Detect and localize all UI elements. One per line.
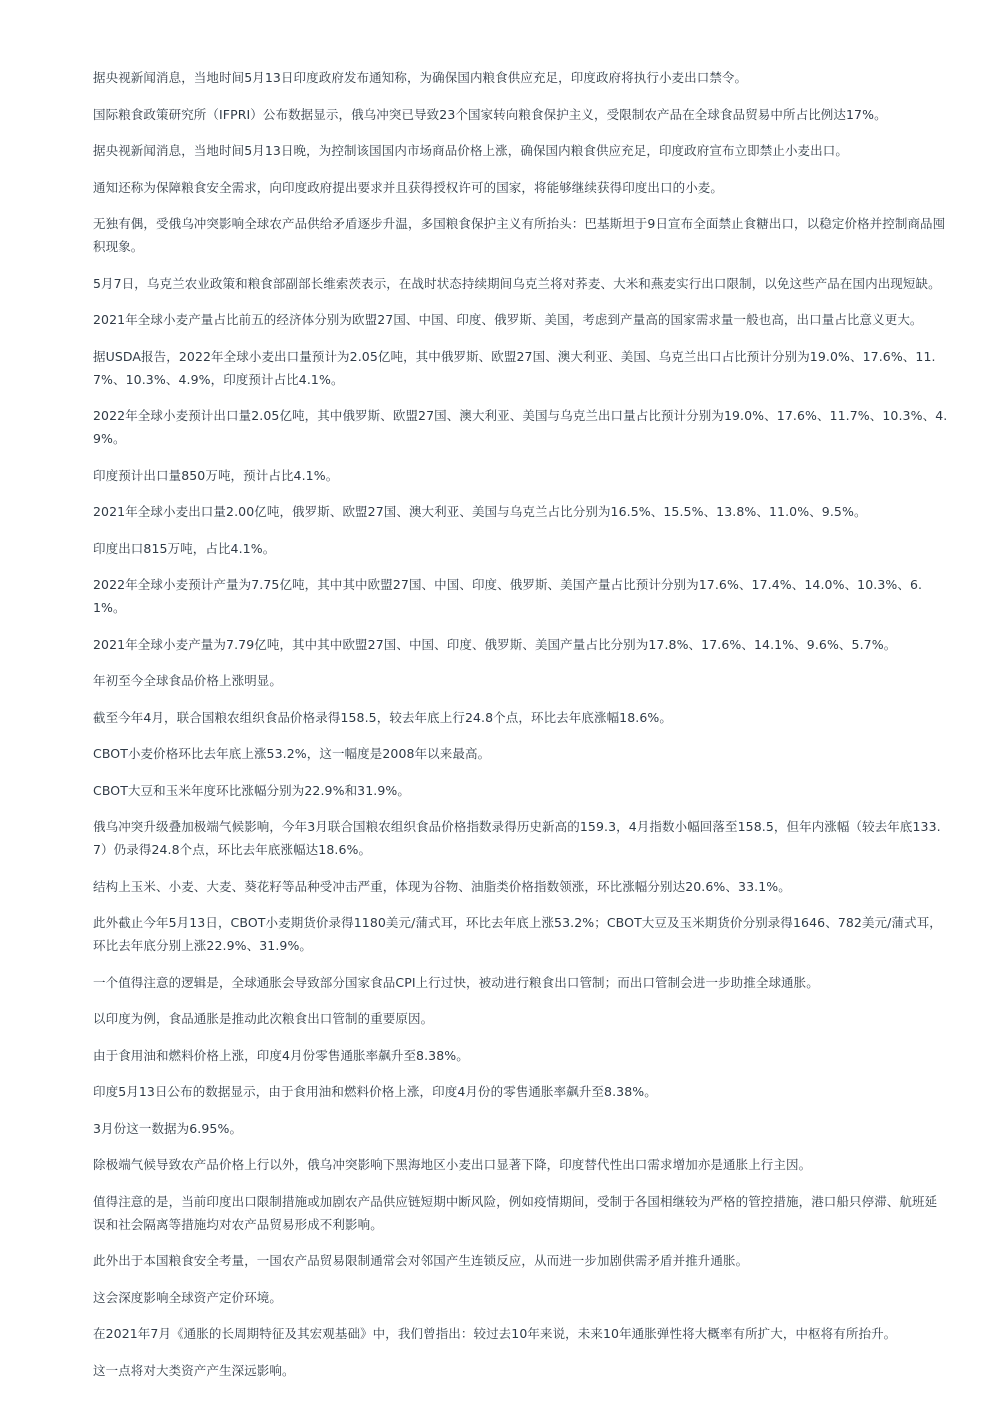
paragraph: CBOT大豆和玉米年度环比涨幅分别为22.9%和31.9%。 <box>93 782 410 798</box>
paragraph: 2022年全球小麦预计产量为7.75亿吨，其中其中欧盟27国、中国、印度、俄罗斯、美国产量占比预计分别为17.6%、17.4%、14.0%、10.3%、6.1%。 <box>93 577 923 615</box>
paragraph: 无独有偶，受俄乌冲突影响全球农产品供给矛盾逐步升温，多国粮食保护主义有所抬头：巴基斯坦于9日宣布全面禁止食糖出口，以稳定价格并控制商品囤积现象。 <box>93 216 946 254</box>
paragraph: 以印度为例，食品通胀是推动此次粮食出口管制的重要原因。 <box>93 1011 434 1026</box>
paragraph: 这一点将对大类资产产生深远影响。 <box>93 1362 295 1378</box>
paragraph: 一个值得注意的逻辑是，全球通胀会导致部分国家食品CPI上行过快，被动进行粮食出口管制；而出口管制会进一步助推全球通胀。 <box>93 974 819 990</box>
paragraph: 据央视新闻消息，当地时间5月13日晚，为控制该国国内市场商品价格上涨，确保国内粮食供应充足，印度政府宣布立即禁止小麦出口。 <box>93 143 848 158</box>
paragraph: CBOT小麦价格环比去年底上涨53.2%，这一幅度是2008年以来最高。 <box>93 746 491 761</box>
paragraph: 这会深度影响全球资产定价环境。 <box>93 1289 283 1305</box>
paragraph: 据USDA报告，2022年全球小麦出口量预计为2.05亿吨，其中俄罗斯、欧盟27国、澳大利亚、美国、乌克兰出口占比预计分别为19.0%、17.6%、11.7%、10.3%、4.9%，印度预计占比4.1%。 <box>93 348 936 387</box>
paragraph: 2021年全球小麦产量为7.79亿吨，其中其中欧盟27国、中国、印度、俄罗斯、美国产量占比分别为17.8%、17.6%、14.1%、9.6%、5.7%。 <box>93 636 897 652</box>
article-body <box>93 66 948 1395</box>
paragraph: 2021年全球小麦产量占比前五的经济体分别为欧盟27国、中国、印度、俄罗斯、美国，考虑到产量高的国家需求量一般也高，出口量占比意义更大。 <box>93 312 923 327</box>
paragraph: 2022年全球小麦预计出口量2.05亿吨，其中俄罗斯、欧盟27国、澳大利亚、美国与乌克兰出口量占比预计分别为19.0%、17.6%、11.7%、10.3%、4.9%。 <box>93 408 948 446</box>
paragraph: 国际粮食政策研究所（IFPRI）公布数据显示，俄乌冲突已导致23个国家转向粮食保护主义，受限制农产品在全球食品贸易中所占比例达17%。 <box>93 106 887 122</box>
paragraph: 2021年全球小麦出口量2.00亿吨，俄罗斯、欧盟27国、澳大利亚、美国与乌克兰占比分别为16.5%、15.5%、13.8%、11.0%、9.5%。 <box>93 504 867 519</box>
paragraph: 除极端气候导致农产品价格上行以外，俄乌冲突影响下黑海地区小麦出口显著下降，印度替代性出口需求增加亦是通胀上行主因。 <box>93 1157 812 1172</box>
paragraph: 年初至今全球食品价格上涨明显。 <box>93 673 283 688</box>
paragraph: 通知还称为保障粮食安全需求，向印度政府提出要求并且获得授权许可的国家，将能够继续获得印度出口的小麦。 <box>93 179 724 195</box>
paragraph: 据央视新闻消息，当地时间5月13日印度政府发布通知称，为确保国内粮食供应充足，印度政府将执行小麦出口禁令。 <box>93 70 748 85</box>
paragraph: 在2021年7月《通胀的长周期特征及其宏观基础》中，我们曾指出：较过去10年来说，未来10年通胀弹性将大概率有所扩大，中枢将有所抬升。 <box>93 1326 897 1341</box>
paragraph: 此外出于本国粮食安全考量，一国农产品贸易限制通常会对邻国产生连锁反应，从而进一步加剧供需矛盾并推升通胀。 <box>93 1253 749 1268</box>
paragraph: 俄乌冲突升级叠加极端气候影响，今年3月联合国粮农组织食品价格指数录得历史新高的159.3，4月指数小幅回落至158.5，但年内涨幅（较去年底133.7）仍录得24.8个点，环比去年底涨幅达18.6%。 <box>93 819 941 857</box>
paragraph: 印度出口815万吨，占比4.1%。 <box>93 540 276 556</box>
paragraph: 截至今年4月，联合国粮农组织食品价格录得158.5，较去年底上行24.8个点，环比去年底涨幅18.6%。 <box>93 709 672 725</box>
paragraph: 5月7日，乌克兰农业政策和粮食部副部长维索茨表示，在战时状态持续期间乌克兰将对荞麦、大米和燕麦实行出口限制，以免这些产品在国内出现短缺。 <box>93 275 941 291</box>
paragraph: 3月份这一数据为6.95%。 <box>93 1120 243 1136</box>
paragraph: 印度5月13日公布的数据显示，由于食用油和燃料价格上涨，印度4月份的零售通胀率飙升至8.38%。 <box>93 1084 657 1099</box>
paragraph: 印度预计出口量850万吨，预计占比4.1%。 <box>93 467 339 483</box>
paragraph: 由于食用油和燃料价格上涨，印度4月份零售通胀率飙升至8.38%。 <box>93 1047 469 1063</box>
paragraph: 结构上玉米、小麦、大麦、葵花籽等品种受冲击严重，体现为谷物、油脂类价格指数领涨，环比涨幅分别达20.6%、33.1%。 <box>93 878 791 894</box>
paragraph: 此外截止今年5月13日，CBOT小麦期货价录得1180美元/蒲式耳，环比去年底上涨53.2%；CBOT大豆及玉米期货价分别录得1646、782美元/蒲式耳，环比去年底分别上涨22.9%、31.9%。 <box>93 915 942 953</box>
paragraph: 值得注意的是，当前印度出口限制措施或加剧农产品供应链短期中断风险，例如疫情期间，受制于各国相继较为严格的管控措施，港口船只停滞、航班延误和社会隔离等措施均对农产品贸易形成不利影响。 <box>93 1193 938 1232</box>
